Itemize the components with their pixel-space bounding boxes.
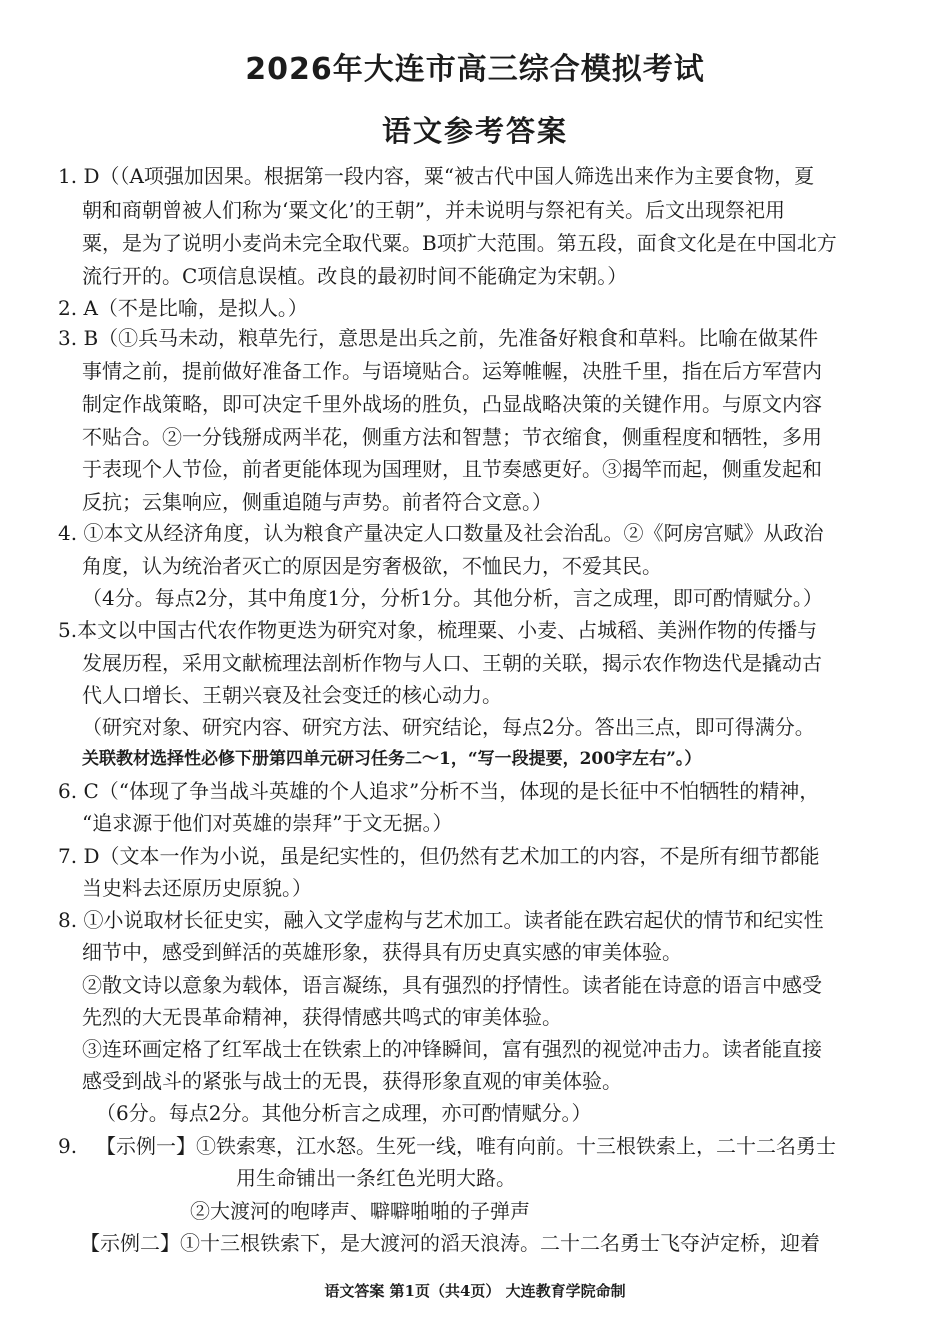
answer-line: （6分。每点2分。其他分析言之成理，亦可酌情赋分。） — [96, 1101, 592, 1125]
answer-line: 当史料去还原历史原貌。） — [82, 876, 312, 900]
answer-line: 角度，认为统治者灭亡的原因是穷奢极欲，不恤民力，不爱其民。 — [82, 554, 662, 578]
answer-line: 先烈的大无畏革命精神，获得情感共鸣式的审美体验。 — [82, 1005, 562, 1029]
page-title: 2026年大连市高三综合模拟考试 — [245, 52, 705, 87]
answer-line: 流行开的。C项信息误植。改良的最初时间不能确定为宋朝。） — [82, 264, 628, 288]
question-number: 9. — [58, 1134, 78, 1158]
answer-line: “追求源于他们对英雄的崇拜”于文无据。） — [82, 811, 453, 835]
answer-line: 朝和商朝曾被人们称为‘粟文化’的王朝”，并未说明与祭祀有关。后文出现祭祀用 — [82, 198, 785, 222]
answer-line: ③连环画定格了红军战士在铁索上的冲锋瞬间，富有强烈的视觉冲击力。读者能直接 — [82, 1037, 822, 1061]
answer-line: ②大渡河的咆哮声、噼噼啪啪的子弹声 — [190, 1199, 530, 1223]
answer-line: 8. ①小说取材长征史实，融入文学虚构与艺术加工。读者能在跌宕起伏的情节和纪实性 — [58, 908, 824, 932]
answer-line: 事情之前，提前做好准备工作。与语境贴合。运筹帷幄，决胜千里，指在后方军营内 — [82, 359, 822, 383]
answer-line: 反抗；云集响应，侧重追随与声势。前者符合文意。） — [82, 490, 552, 514]
answer-line: 制定作战策略，即可决定千里外战场的胜负，凸显战略决策的关键作用。与原文内容 — [82, 392, 822, 416]
answer-line: 3. B（①兵马未动，粮草先行，意思是出兵之前，先准备好粮食和草料。比喻在做某件 — [58, 326, 819, 350]
page-subtitle: 语文参考答案 — [381, 114, 568, 148]
answer-line: 用生命铺出一条红色光明大路。 — [236, 1166, 516, 1190]
answer-line: 6. C（“体现了争当战斗英雄的个人追求”分析不当，体现的是长征中不怕牺牲的精神， — [58, 779, 820, 803]
answer-line: 1. D（（A项强加因果。根据第一段内容，粟“被古代中国人筛选出来作为主要食物，夏 — [58, 164, 815, 188]
answer-line: 粟，是为了说明小麦尚未完全取代粟。B项扩大范围。第五段，面食文化是在中国北方 — [82, 231, 837, 255]
answer-line: 代人口增长、王朝兴衰及社会变迁的核心动力。 — [82, 683, 502, 707]
answer-line: 细节中，感受到鲜活的英雄形象，获得具有历史真实感的审美体验。 — [82, 940, 682, 964]
answer-line: 5.本文以中国古代农作物更迭为研究对象，梳理粟、小麦、占城稻、美洲作物的传播与 — [58, 618, 818, 642]
answer-line: 2. A（不是比喻，是拟人。） — [58, 296, 308, 320]
answer-line: 7. D（文本一作为小说，虽是纪实性的，但仍然有艺术加工的内容，不是所有细节都能 — [58, 844, 820, 868]
answer-line: （4分。每点2分，其中角度1分，分析1分。其他分析，言之成理，即可酌情赋分。） — [82, 586, 823, 610]
answer-line: （研究对象、研究内容、研究方法、研究结论，每点2分。答出三点，即可得满分。 — [82, 715, 815, 739]
answer-line: ②散文诗以意象为载体，语言凝练，具有强烈的抒情性。读者能在诗意的语言中感受 — [82, 973, 822, 997]
answer-line: 【示例二】①十三根铁索下，是大渡河的滔天浪涛。二十二名勇士飞夺泸定桥，迎着 — [80, 1231, 820, 1255]
page-footer: 语文答案 第1页（共4页） 大连教育学院命制 — [324, 1282, 626, 1300]
answer-line: 感受到战斗的紧张与战士的无畏，获得形象直观的审美体验。 — [82, 1069, 622, 1093]
answer-line: 4. ①本文从经济角度，认为粮食产量决定人口数量及社会治乱。②《阿房宫赋》从政治 — [58, 521, 824, 545]
answer-line: 不贴合。②一分钱掰成两半花，侧重方法和智慧；节衣缩食，侧重程度和牺牲，多用 — [82, 425, 822, 449]
answer-line: 关联教材选择性必修下册第四单元研习任务二～1，“写一段提要，200字左右”。） — [82, 749, 702, 769]
answer-line: 【示例一】①铁索寒，江水怒。生死一线，唯有向前。十三根铁索上，二十二名勇士 — [96, 1134, 836, 1158]
answer-line: 发展历程，采用文献梳理法剖析作物与人口、王朝的关联，揭示农作物迭代是撬动古 — [82, 651, 822, 675]
answer-line: 于表现个人节俭，前者更能体现为国理财，且节奏感更好。③揭竿而起，侧重发起和 — [82, 457, 822, 481]
